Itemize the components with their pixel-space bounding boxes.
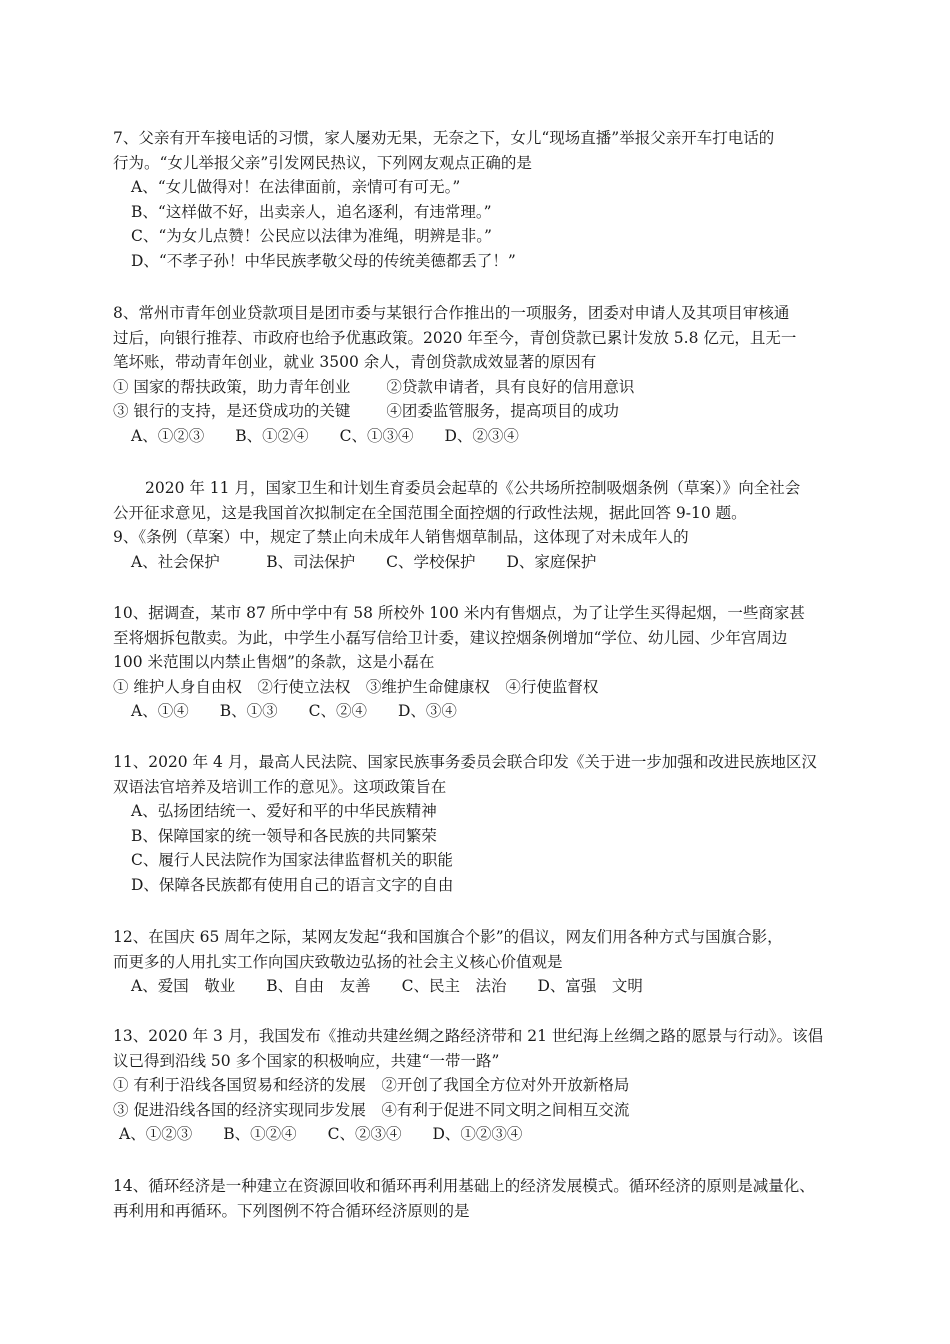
question-8 [113,301,843,448]
q11-option-b: B、保障国家的统一领导和各民族的共同繁荣 [131,826,437,845]
q10-stem-line-3: 100 米范围以内禁止售烟”的条款，这是小磊在 [113,653,435,671]
q13-item-line-1: ① 有利于沿线各国贸易和经济的发展 ②开创了我国全方位对外开放新格局 [113,1076,630,1094]
q11-option-d: D、保障各民族都有使用自己的语言文字的自由 [131,875,454,894]
q13-stem-line-1: 13、2020 年 3 月，我国发布《推动共建丝绸之路经济带和 21 世纪海上丝绸之路的愿景与行动》。该倡 [113,1027,824,1045]
question-7 [113,126,843,273]
q7-option-b: B、“这样做不好，出卖亲人，追名逐利，有违常理。” [131,202,492,221]
q13-options: A、①②③ B、①②④ C、②③④ D、①②③④ [119,1125,523,1143]
q10-stem-line-2: 至将烟拆包散卖。为此，中学生小磊写信给卫计委，建议控烟条例增加“学位、幼儿园、少年宫周边 [113,628,788,647]
question-9 [113,525,843,574]
q10-options: A、①④ B、①③ C、②④ D、③④ [131,702,457,720]
question-11 [113,750,843,897]
q11-stem-line-1: 11、2020 年 4 月，最高人民法院、国家民族事务委员会联合印发《关于进一步加强和改进民族地区汉 [113,753,817,771]
passage-9-10 [113,476,843,525]
q7-stem-line-2: 行为。“女儿举报父亲”引发网民热议，下列网友观点正确的是 [113,153,532,172]
q12-options: A、爱国 敬业 B、自由 友善 C、民主 法治 D、富强 文明 [131,977,643,995]
q7-option-d: D、“不孝子孙！中华民族孝敬父母的传统美德都丢了！” [131,251,516,270]
question-12 [113,925,843,999]
q8-stem-line-3: 笔坏账，带动青年创业，就业 3500 余人，青创贷款成效显著的原因有 [113,353,597,371]
question-10 [113,601,843,724]
q10-stem-line-1: 10、据调查，某市 87 所中学中有 58 所校外 100 米内有售烟点，为了让学生买得起烟，一些商家甚 [113,604,805,622]
q8-stem-line-1: 8、常州市青年创业贷款项目是团市委与某银行合作推出的一项服务，团委对申请人及其项目审核通 [113,304,790,322]
passage-line-1: 2020 年 11 月，国家卫生和计划生育委员会起草的《公共场所控制吸烟条例（草案）》向全社会 [145,479,801,497]
passage-line-2: 公开征求意见，这是我国首次拟制定在全国范围全面控烟的行政性法规，据此回答 9-10 题。 [113,503,747,522]
question-13 [113,1024,843,1147]
q7-stem-line-1: 7、父亲有开车接电话的习惯，家人屡劝无果，无奈之下，女儿“现场直播”举报父亲开车打电话的 [113,129,775,147]
q11-option-c: C、履行人民法院作为国家法律监督机关的职能 [131,851,453,869]
q7-option-a: A、“女儿做得对！在法律面前，亲情可有可无。” [131,178,461,196]
q7-option-c: C、“为女儿点赞！公民应以法律为准绳，明辨是非。” [131,227,492,245]
q8-options: A、①②③ B、①②④ C、①③④ D、②③④ [131,426,519,445]
q12-stem-line-2: 而更多的人用扎实工作向国庆致敬边弘扬的社会主义核心价值观是 [113,952,563,971]
q13-stem-line-2: 议已得到沿线 50 多个国家的积极响应，共建“一带一路” [113,1051,500,1070]
q8-stem-line-2: 过后，向银行推荐、市政府也给予优惠政策。2020 年至今，青创贷款已累计发放 5.8 亿元，且无一 [113,328,797,347]
q11-option-a: A、弘扬团结统一、爱好和平的中华民族精神 [131,802,437,820]
q12-stem-line-1: 12、在国庆 65 周年之际，某网友发起“我和国旗合个影”的倡议，网友们用各种方式与国旗合影， [113,928,783,946]
q8-item-line-2: ③ 银行的支持，是还贷成功的关键 ④团委监管服务，提高项目的成功 [113,402,619,420]
q13-item-line-2: ③ 促进沿线各国的经济实现同步发展 ④有利于促进不同文明之间相互交流 [113,1100,630,1119]
q9-options: A、社会保护 B、司法保护 C、学校保护 D、家庭保护 [131,552,597,571]
question-14 [113,1174,843,1223]
q14-stem-line-1: 14、循环经济是一种建立在资源回收和循环再利用基础上的经济发展模式。循环经济的原则是减量化、 [113,1177,815,1195]
q14-stem-line-2: 再利用和再循环。下列图例不符合循环经济原则的是 [113,1201,470,1220]
q10-items: ① 维护人身自由权 ②行使立法权 ③维护生命健康权 ④行使监督权 [113,677,599,696]
q11-stem-line-2: 双语法官培养及培训工作的意见》。这项政策旨在 [113,777,447,796]
q8-item-line-1: ① 国家的帮扶政策，助力青年创业 ②贷款申请者，具有良好的信用意识 [113,377,635,396]
q9-stem: 9、《条例（草案）中，规定了禁止向未成年人销售烟草制品，这体现了对未成年人的 [113,528,689,546]
